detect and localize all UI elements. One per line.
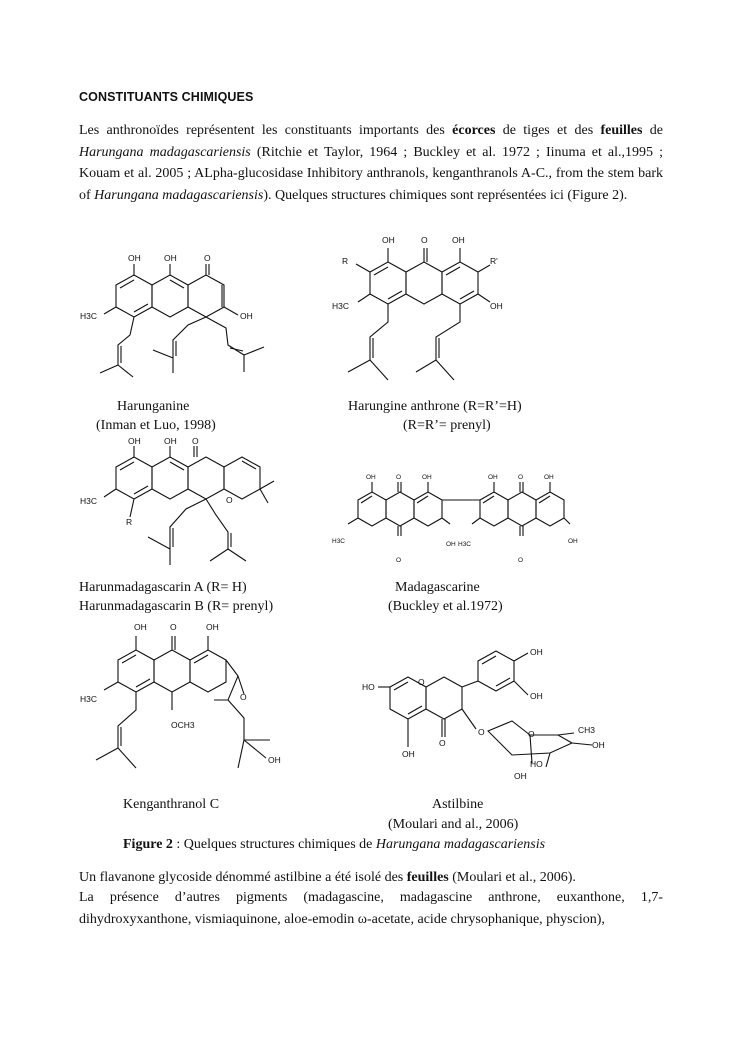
atom-oh: OH [514, 771, 527, 781]
atom-oh: OH [530, 647, 543, 657]
harungine-anthrone-structure [330, 232, 520, 387]
atom-oh: OH [366, 474, 376, 481]
harunganine-name: Harunganine [117, 399, 190, 414]
harunmadagascarin-a-name: Harunmadagascarin A (R= H) [79, 580, 247, 595]
atom-o: O [518, 474, 524, 481]
intro-text-4: (Ritchie et Taylor, 1964 ; Buckley et al. 1972 ; Iinuma et al.,1995 ; Kouam et al. 2005 ; ALpha-glucosidase Inhibitory anthranols, kenganthranols A-C., from the stem bark of [79, 144, 663, 203]
astilbine-structure [362, 645, 612, 785]
atom-h3c: H3C [332, 538, 346, 545]
atom-o: O [226, 495, 233, 505]
atom-oh: OH [446, 541, 456, 548]
atom-h3c: H3C [80, 496, 98, 506]
figure-caption-label: Figure 2 [123, 837, 173, 852]
atom-oh: OH [128, 437, 141, 446]
harunganine-structure [78, 250, 268, 385]
atom-o: O [439, 738, 446, 748]
kenganthranol-name: Kenganthranol C [123, 797, 220, 812]
figure-caption-text: : Quelques structures chimiques de [172, 837, 376, 852]
atom-o: O [518, 557, 524, 564]
intro-text-2: de tiges et des [495, 123, 601, 138]
atom-oh: OH [134, 622, 147, 632]
atom-o: O [204, 253, 211, 263]
atom-ho: HO [362, 682, 375, 692]
atom-oh: OH [382, 235, 395, 245]
section-heading: CONSTITUANTS CHIMIQUES [79, 90, 254, 104]
atom-oh: OH [240, 311, 253, 321]
atom-o: O [240, 692, 247, 702]
intro-text-5: ). Quelques structures chimiques sont représentées ici (Figure 2). [263, 187, 628, 203]
atom-oh: OH [206, 622, 219, 632]
intro-bold-feuilles: feuilles [600, 123, 643, 138]
atom-h3c: H3C [458, 541, 472, 548]
atom-oh: OH [568, 538, 578, 545]
atom-oh: OH [488, 474, 498, 481]
atom-r: R [126, 517, 133, 527]
madagascarine-name: Madagascarine [395, 580, 480, 595]
harungine-ref: (R=R’= prenyl) [403, 418, 491, 433]
intro-text-3: de [642, 123, 664, 138]
atom-ch3: CH3 [578, 725, 596, 735]
intro-species-1: Harungana madagascariensis [79, 144, 251, 160]
atom-oh: OH [452, 235, 465, 245]
harunganine-ref: (Inman et Luo, 1998) [96, 418, 216, 433]
outro-paragraph-2: La présence d’autres pigments (madagascine, madagascine anthrone, euxanthone, 1,7-dihydroxyxanthone, vismiaquinone, aloe-emodin ω-acetate, acide chrysophanique, physcion), [79, 890, 663, 927]
intro-paragraph [79, 120, 663, 206]
atom-oh: OH [164, 253, 177, 263]
harungine-name: Harungine anthrone (R=R’=H) [348, 399, 522, 414]
atom-oh: OH [544, 474, 554, 481]
atom-oh: OH [490, 301, 503, 311]
atom-oh: OH [164, 437, 177, 446]
atom-r-prime: R' [490, 256, 498, 266]
madagascarine-ref: (Buckley et al.1972) [388, 599, 503, 614]
atom-oh: OH [402, 749, 415, 759]
atom-h3c: H3C [80, 311, 98, 321]
atom-o: O [528, 729, 535, 739]
atom-o: O [170, 622, 177, 632]
atom-oh: OH [268, 755, 281, 765]
intro-bold-ecorces: écorces [452, 123, 496, 138]
atom-o: O [396, 557, 402, 564]
outro-text-1a: Un flavanone glycoside dénommé astilbine a été isolé des [79, 870, 407, 885]
atom-och3: OCH3 [171, 720, 195, 730]
atom-o: O [478, 727, 485, 737]
outro-text-1c: (Moulari et al., 2006). [448, 870, 576, 885]
intro-species-2: Harungana madagascariensis [94, 187, 264, 203]
intro-text-1: Les anthronoïdes représentent les constituants importants des [79, 123, 453, 138]
atom-r: R [342, 256, 349, 266]
atom-oh: OH [530, 691, 543, 701]
atom-h3c: H3C [80, 694, 98, 704]
atom-o: O [192, 437, 199, 446]
harunmadagascarin-b-name: Harunmadagascarin B (R= prenyl) [79, 599, 274, 614]
madagascarine-structure [330, 470, 590, 565]
outro-paragraph-1 [79, 867, 663, 889]
astilbine-name: Astilbine [432, 797, 484, 812]
atom-o: O [418, 677, 425, 687]
atom-oh: OH [592, 740, 605, 750]
atom-o: O [421, 235, 428, 245]
kenganthranol-structure [78, 618, 298, 776]
atom-ho: HO [530, 759, 543, 769]
outro-bold-feuilles: feuilles [406, 870, 449, 885]
figure-caption-species: Harungana madagascariensis [375, 837, 546, 852]
atom-oh: OH [128, 253, 141, 263]
atom-o: O [396, 474, 402, 481]
figure-caption [123, 837, 545, 853]
astilbine-ref: (Moulari and al., 2006) [388, 817, 519, 832]
atom-oh: OH [422, 474, 432, 481]
harunmadagascarin-structure [78, 437, 278, 577]
atom-h3c: H3C [332, 301, 350, 311]
